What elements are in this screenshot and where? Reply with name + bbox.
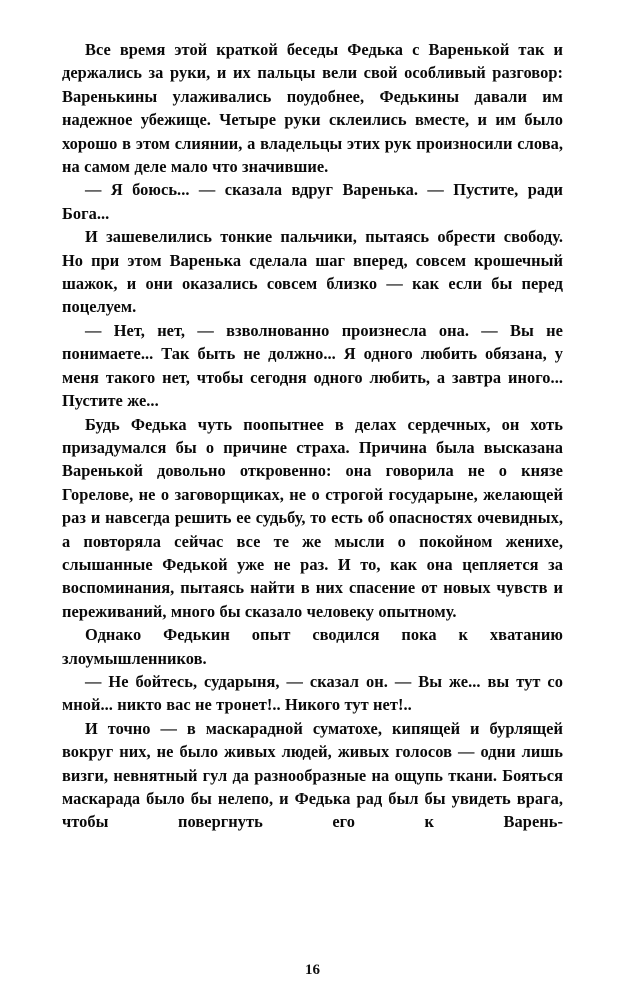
paragraph: Будь Федька чуть поопытнее в делах сердечных, он хоть призадумался бы о причине страха. Причина была высказана Варенькой довольно откровенно: она говорила не о князе Горелове, не о заговорщиках, не о строгой государыне, желающей раз и навсегда решить ее судьбу, то есть об опасностях очевидных, а повторяла сейчас все те же мысли о покойном женихе, слышанные Федькой уже не раз. И то, как она цепляется за воспоминания, пытаясь найти в них спасение от новых чувств и переживаний, много бы сказало человеку опытному.	[62, 414, 563, 621]
paragraph: Все время этой краткой беседы Федька с Варенькой так и держались за руки, и их пальцы вели свой особливый разговор: Варенькины улаживались поудобнее, Федькины давали им надежное убежище. Четыре руки склеились вместе, и им было хорошо в этом слиянии, а владельцы этих рук произносили слова, на самом деле мало что значившие.	[62, 40, 563, 177]
paragraph: Однако Федькин опыт сводился пока к хватанию злоумышленников.	[62, 625, 563, 668]
paragraph: — Нет, нет, — взволнованно произнесла она. — Вы не понимаете... Так быть не должно... Я одного любить обязана, у меня такого нет, чтобы сегодня одного любить, а завтра иного... Пустите же...	[62, 320, 563, 411]
paragraph: И зашевелились тонкие пальчики, пытаясь обрести свободу. Но при этом Варенька сделала шаг вперед, совсем крошечный шажок, и они оказались совсем близко — как если бы перед поцелуем.	[62, 227, 563, 317]
page-body-text	[62, 38, 563, 834]
paragraph: — Не бойтесь, сударыня, — сказал он. — Вы же... вы тут со мной... никто вас не тронет!.. Никого тут нет!..	[62, 671, 563, 715]
paragraph: — Я боюсь... — сказала вдруг Варенька. — Пустите, ради Бога...	[62, 180, 563, 223]
page-number: 16	[305, 962, 320, 978]
paragraph: И точно — в маскарадной суматохе, кипящей и бурлящей вокруг них, не было живых людей, живых голосов — одни лишь визги, невнятный гул да разнообразные на ощупь ткани. Бояться маскарада было бы нелепо, и Федька рад был бы увидеть врага, чтобы повергнуть его к Варень-	[62, 718, 563, 832]
